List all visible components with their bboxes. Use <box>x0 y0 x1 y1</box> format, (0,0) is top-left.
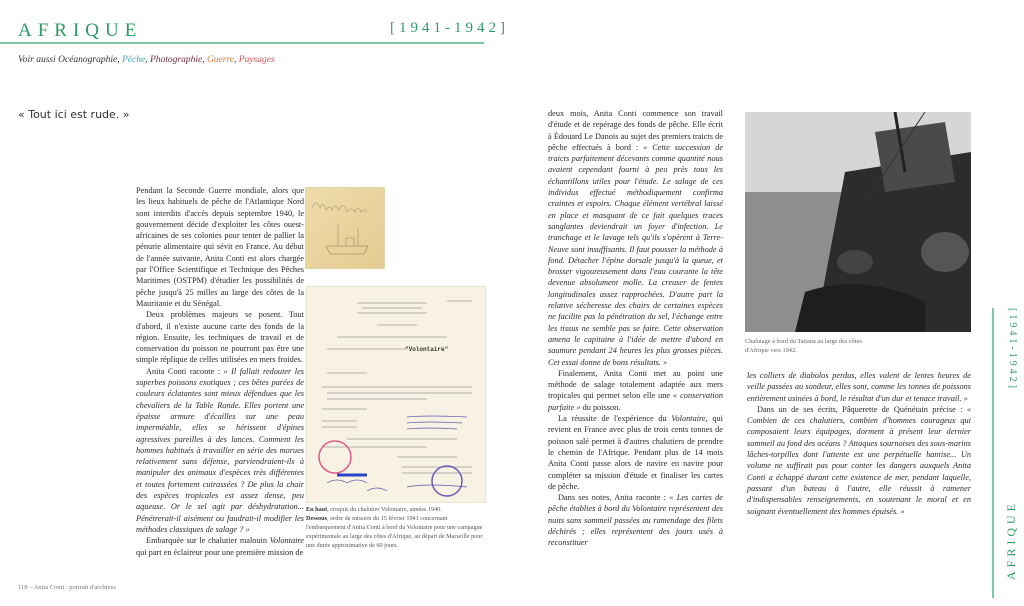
separator: , <box>117 55 122 65</box>
paragraph: Deux problèmes majeurs se posent. Tout d'abord, il n'existe aucune carte des fonds de la région. Ensuite, les techniques de travail et de conservation du poisson ne pourront pas être une simple réplique de celles utilisées en mers froides. <box>136 310 304 365</box>
caption-right: Chalutage à bord du Tatiana au large des côtes d'Afrique vers 1942. <box>745 338 862 354</box>
quoted-text: « Il fallait redouter les superbes poissons exotiques ; ces bêtes parées de couleurs éclatantes sont mieux défendues que les chevaliers de la Table Ronde. Elles portent une épaisse armure d'écailles sur une peau imperméable, elles se hérissent d'épines agressives pareilles à des lances. Comment les hommes habitués à travailler en série des morues relativement sans défense, parviendraient-ils à manipuler des animaux d'espèces très différentes et toutes fortement cuirassées ? De plus la chair des espèces tropicales est assez dense, peu aqueuse. Or le sel agit par déshydratation... Pénétrerait-il aisément ou faudrait-il modifier les méthodes classiques de salage ? » <box>136 366 304 534</box>
paragraph <box>548 108 723 368</box>
quoted-text: « conservation parfaite » <box>548 391 723 412</box>
see-also-line <box>18 55 275 65</box>
ship-sketch-image <box>305 187 385 269</box>
paragraph <box>747 370 971 404</box>
paragraph-text: , qui revient en France avec plus de trois cents tonnes de poisson salé permet à d'autres chalutiers de prendre le chemin de l'Afrique. Pendant plus de 14 mois Anita Conti passe alors de navire en navire pour compléter sa mission d'étude et finaliser les cartes de pêche. <box>548 414 723 491</box>
quoted-text: « Cette succession de traicts parfaitement décevants comme quantité nous avaient cependant fourni à peu près tous les échantillons utiles pour l'étude. Le salage de ces individus effectué méthodiquement confirma craintes et espoirs. Chaque élément vertébral laissé en place et masquant de ce fait quelques traces sanglantes deviendrait un foyer d'infection. Le tranchage et le lavage tels qu'ils s'opèrent à Terre-Neuve sont insuffisants. Il faut pousser la méthode à fond. Détacher l'épine dorsale jusqu'à la queue, et brosser vigoureusement dans l'eau courante la tête devenue absolument molle. La creuser de fentes longitudinales assez rapprochées. D'autre part la relative sécheresse des chairs de certaines espèces ne facilite pas la pénétration du sel, l'échange entre les tissus ne semble pas se faire. Cette observation amena le capitaine à l'idée de mettre d'abord en saumure pendant 24 heures les plus grosses pièces. Cet essai donne de bons résultats. » <box>548 142 723 367</box>
caption-text: , croquis du chalutier Volontaire, années 1940. <box>327 506 442 513</box>
side-rule <box>992 308 994 598</box>
ship-name: Volontaire <box>671 414 706 424</box>
trawler-photo <box>745 112 971 332</box>
caption-left <box>306 505 484 550</box>
paragraph <box>548 413 723 492</box>
ship-name: Volontaire <box>269 536 304 546</box>
paragraph <box>548 368 723 413</box>
section-title: AFRIQUE <box>18 20 143 41</box>
header-rule <box>0 42 484 44</box>
paragraph <box>747 404 971 517</box>
paragraph-text: Dans un de ses écrits, Pâquerette de Quénétain précise : <box>757 404 967 414</box>
text-column-1 <box>136 185 304 558</box>
paragraph-text: La réussite de l'expérience du <box>558 414 672 424</box>
quote-heading: « Tout ici est rude. » <box>18 108 130 121</box>
see-also-prefix: Voir aussi <box>18 55 59 65</box>
paragraph <box>548 492 723 548</box>
quoted-text: « Les cartes de pêche établies à bord du Volontaire représentent des nuits sans sommeil passées au ramendage des filets déchirés ; elles représentent des jours usés à reconstituer <box>548 493 723 548</box>
quoted-text: les colliers de diabolos perdus, elles valent de lentes heures de veille passées au sondeur, elles sont, comme les tonnes de poissons entièrement usinées à bord, le résultat d'un dur et tenace travail. » <box>747 371 971 403</box>
caption-label-top: En haut <box>306 506 328 513</box>
text-column-4 <box>747 370 971 517</box>
caption-label-bottom: Dessous <box>306 515 327 522</box>
separator: , <box>234 55 239 65</box>
see-also-paysages-link[interactable]: Paysages <box>238 55 275 65</box>
see-also-photographie-link[interactable]: Photographie <box>149 55 203 65</box>
mission-order-drawing <box>307 287 485 502</box>
quoted-text: « Combien de ces chalutiers, combien d'hommes courageux qui composaient leurs équipages, dorment à présent leur dernier sommeil au fond des océans ? Attaques sournoises des sous-marins lâches-torpilles dont l'attente est une perpétuelle hantise... Un volume ne suffirait pas pour conter les dangers auxquels Anita Conti a échappé durant cette existence de mer, pendant laquelle, passant d'un bateau à l'autre, elle réussit à ramener d'indispensables renseignements, en soutenant le moral et en soignant éventuellement des hommes épuisés. » <box>747 404 971 516</box>
mission-order-document-image <box>306 286 486 503</box>
paragraph-text: Embarquée sur le chalutier malouin <box>146 536 270 546</box>
side-dates: [1941-1942] <box>1007 308 1018 391</box>
separator: , <box>202 55 207 65</box>
paragraph-text: Dans ses notes, Anita raconte : <box>558 493 670 503</box>
side-title: AFRIQUE <box>1004 500 1018 581</box>
separator: , <box>145 55 150 65</box>
paragraph-text: Finalement, Anita Conti met au point une méthode de salage totalement adaptée aux mers tropicales qui permet selon elle une <box>548 368 723 401</box>
see-also-peche-link[interactable]: Pêche <box>121 55 146 65</box>
page-folio: 118 – Anita Conti : portrait d'archives <box>18 584 117 591</box>
paragraph-text: du poisson. <box>580 402 621 412</box>
ship-sketch-drawing <box>306 188 384 268</box>
see-also-oceanographie-link[interactable]: Océanographie <box>58 55 118 65</box>
paragraph-text: qui part en éclaireur pour une première mission de <box>136 547 304 557</box>
paragraph-text: deux mois, Anita Conti commence son travail d'étude et de repérage des fonds de pêche. Elle écrit à Édouard Le Danois au sujet des premiers traicts de pêche effectués à bord : <box>548 109 723 152</box>
paragraph <box>136 535 304 558</box>
caption-text: , ordre de mission du 15 février 1941 concernant l'embarquement d'Anita Conti à bord du Volontaire pour une campagne expérimentale au large des côtes d'Afrique, au départ de Marseille pour une durée approximative de 60 jours. <box>306 515 483 549</box>
paragraph: Pendant la Seconde Guerre mondiale, alors que les lieux habituels de pêche de l'Atlantique Nord sont interdits d'accès depuis septembre 1940, le gouvernement décide d'exploiter les côtes ouest-africaines de ses colonies pour tenter de pallier la pénurie alimentaire qui sévit en France. Au début de l'année suivante, Anita Conti est alors chargée par l'Office Scientifique et Technique des Pêches Maritimes (OSTPM) d'étudier les possibilités de pêche jusqu'à 25 milles au large des côtes de la Mauritanie et du Sénégal. <box>136 186 304 308</box>
document-ship-name: "Volontaire" <box>405 346 449 353</box>
paragraph-text: Anita Conti raconte : <box>146 366 224 376</box>
see-also-guerre-link[interactable]: Guerre <box>206 55 235 65</box>
trawler-photo-drawing <box>745 112 971 332</box>
section-dates: [1941-1942] <box>390 20 509 36</box>
paragraph <box>136 366 304 535</box>
text-column-3 <box>548 108 723 549</box>
